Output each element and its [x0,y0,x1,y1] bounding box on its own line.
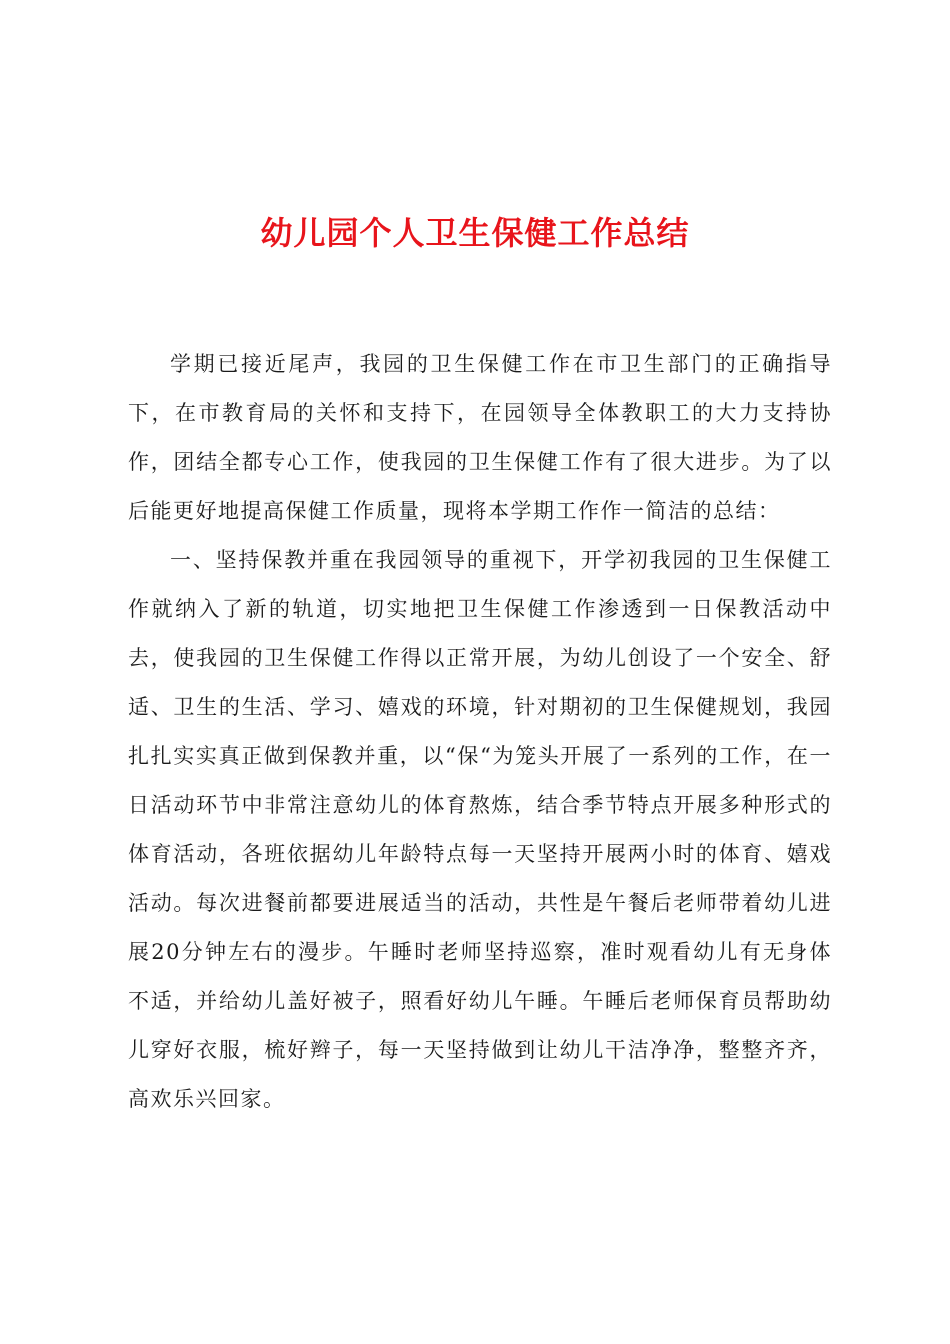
document-title: 幼儿园个人卫生保健工作总结 [260,214,690,252]
paragraph-section-1: 一、坚持保教并重在我园领导的重视下，开学初我园的卫生保健工作就纳入了新的轨道，切实地把卫生保健工作渗透到一日保教活动中去，使我园的卫生保健工作得以正常开展，为幼儿创设了一个安全、舒适、卫生的生活、学习、嬉戏的环境，针对期初的卫生保健规划，我园扎扎实实真正做到保教并重，以“保“为笼头开展了一系列的工作，在一日活动环节中非常注意幼儿的体育熬炼，结合季节特点开展多种形式的体育活动，各班依据幼儿年龄特点每一天坚持开展两小时的体育、嬉戏活动。每次进餐前都要进展适当的活动，共性是午餐后老师带着幼儿进展20分钟左右的漫步。午睡时老师坚持巡察，准时观看幼儿有无身体不适，并给幼儿盖好被子，照看好幼儿午睡。午睡后老师保育员帮助幼儿穿好衣服，梳好辫子，每一天坚持做到让幼儿干洁净净，整整齐齐，高欢乐兴回家。 [128,548,832,1111]
paragraph-intro: 学期已接近尾声，我园的卫生保健工作在市卫生部门的正确指导下，在市教育局的关怀和支持下，在园领导全体教职工的大力支持协作，团结全都专心工作，使我园的卫生保健工作有了很大进步。为了以后能更好地提高保健工作质量，现将本学期工作作一简洁的总结： [128,352,832,523]
document-body [128,340,832,1124]
